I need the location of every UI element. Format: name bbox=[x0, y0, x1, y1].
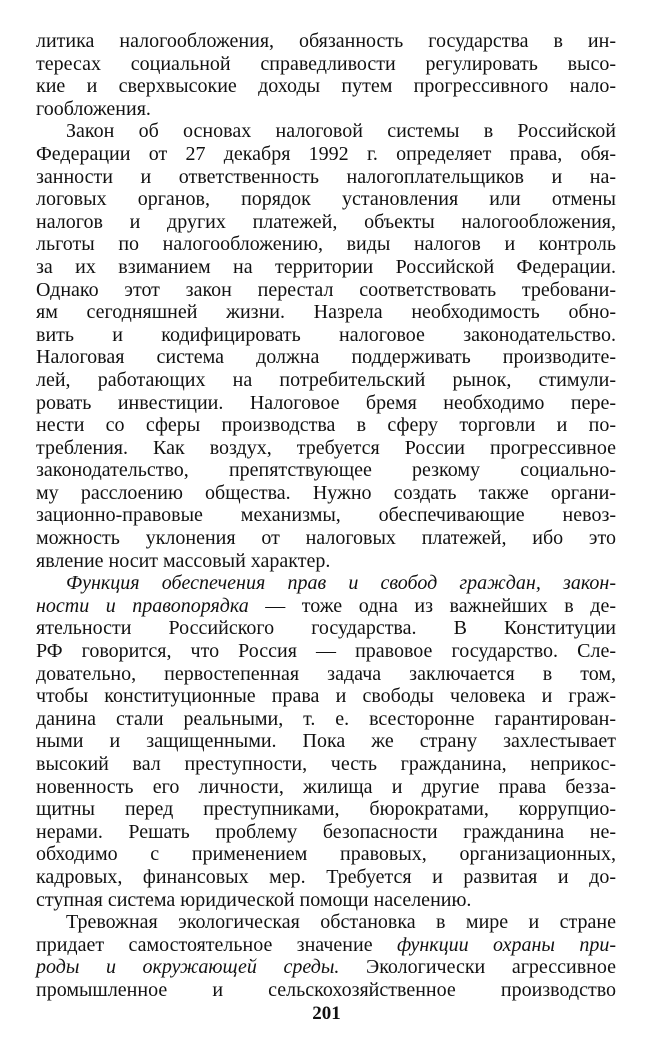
text-line: чтобы конституционные права и свободы человека и граж- bbox=[36, 685, 616, 708]
text-line: явление носит массовый характер. bbox=[36, 549, 331, 572]
text-line: требления. Как воздух, требуется России прогрессивное bbox=[36, 436, 616, 459]
text-line: Налоговая система должна поддерживать производите- bbox=[36, 346, 616, 369]
text-line: промышленное и сельскохозяйственное производство bbox=[36, 978, 616, 1001]
paragraph bbox=[36, 120, 616, 572]
italic-term: ности и правопорядка bbox=[36, 594, 249, 617]
text-line: льготы по налогообложению, виды налогов и контроль bbox=[36, 233, 616, 256]
text-line: лей, работающих на потребительский рынок, стимули- bbox=[36, 368, 616, 391]
text-line: довательно, первостепенная задача заключается в том, bbox=[36, 662, 616, 685]
text-line: ными и защищенными. Пока же страну захлестывает bbox=[36, 730, 616, 753]
text-line: налогов и других платежей, объекты налогообложения, bbox=[36, 210, 616, 233]
text-line: му расслоению общества. Нужно создать также органи- bbox=[36, 481, 616, 504]
text-line bbox=[36, 572, 616, 595]
text-fragment: — тоже одна из важнейших в де- bbox=[248, 594, 616, 617]
text-line: высокий вал преступности, честь гражданина, неприкос- bbox=[36, 753, 616, 775]
paragraph bbox=[36, 30, 616, 120]
page-number: 201 bbox=[312, 1003, 341, 1024]
text-line: ступная система юридической помощи населению. bbox=[36, 888, 472, 911]
text-line: логовых органов, порядок установления или отмены bbox=[36, 188, 616, 211]
text-line: кие и сверхвысокие доходы путем прогрессивного нало- bbox=[36, 75, 616, 98]
text-line: РФ говорится, что Россия — правовое государство. Сле- bbox=[36, 640, 616, 663]
text-line: Закон об основах налоговой системы в Российской bbox=[66, 120, 616, 143]
text-line: можность уклонения от налоговых платежей, ибо это bbox=[36, 527, 616, 550]
text-line: нести со сферы производства в сферу торговли и по- bbox=[36, 414, 616, 437]
text-line bbox=[36, 934, 616, 957]
text-line: Однако этот закон перестал соответствовать требовани- bbox=[36, 278, 616, 301]
paragraph bbox=[36, 911, 616, 1001]
text-line: ровать инвестиции. Налоговое бремя необходимо пере- bbox=[36, 391, 616, 414]
italic-term: функции охраны при- bbox=[396, 933, 617, 956]
italic-term: Функция обеспечения прав и свобод граждан, закон- bbox=[66, 572, 616, 595]
text-line: Тревожная экологическая обстановка в мире и стране bbox=[66, 911, 616, 934]
text-line: гообложения. bbox=[36, 97, 151, 120]
page-body bbox=[36, 30, 616, 1002]
text-line: литика налогообложения, обязанность государства в ин- bbox=[36, 30, 616, 52]
text-line: законодательство, препятствующее резкому социально- bbox=[36, 459, 616, 482]
text-line: ям сегодняшней жизни. Назрела необходимость обно- bbox=[36, 301, 616, 324]
text-line: тересах социальной справедливости регулировать высо- bbox=[36, 52, 616, 75]
paragraph bbox=[36, 572, 616, 911]
text-line bbox=[36, 956, 616, 979]
text-fragment: придает самостоятельное значение bbox=[36, 933, 397, 956]
text-line: зационно-правовые механизмы, обеспечивающие невоз- bbox=[36, 504, 616, 527]
text-line: данина стали реальными, т. е. всесторонне гарантирован- bbox=[36, 707, 616, 730]
italic-term: роды и окружающей среды. bbox=[36, 956, 340, 979]
text-line: занности и ответственность налогоплательщиков и на- bbox=[36, 165, 616, 188]
text-line: нерами. Решать проблему безопасности гражданина не- bbox=[36, 820, 616, 843]
text-line: щитны перед преступниками, бюрократами, коррупцио- bbox=[36, 798, 616, 821]
text-line: новенность его личности, жилища и другие права безза- bbox=[36, 775, 616, 798]
text-line: вить и кодифицировать налоговое законодательство. bbox=[36, 323, 616, 346]
text-line: ятельности Российского государства. В Конституции bbox=[36, 617, 616, 640]
text-fragment: Экологически агрессивное bbox=[339, 956, 617, 979]
text-line bbox=[36, 595, 616, 618]
text-line: обходимо с применением правовых, организационных, bbox=[36, 843, 616, 866]
text-line: кадровых, финансовых мер. Требуется и развитая и до- bbox=[36, 865, 616, 888]
text-line: за их взиманием на территории Российской Федерации. bbox=[36, 255, 616, 278]
text-line: Федерации от 27 декабря 1992 г. определяет права, обя- bbox=[36, 142, 616, 165]
